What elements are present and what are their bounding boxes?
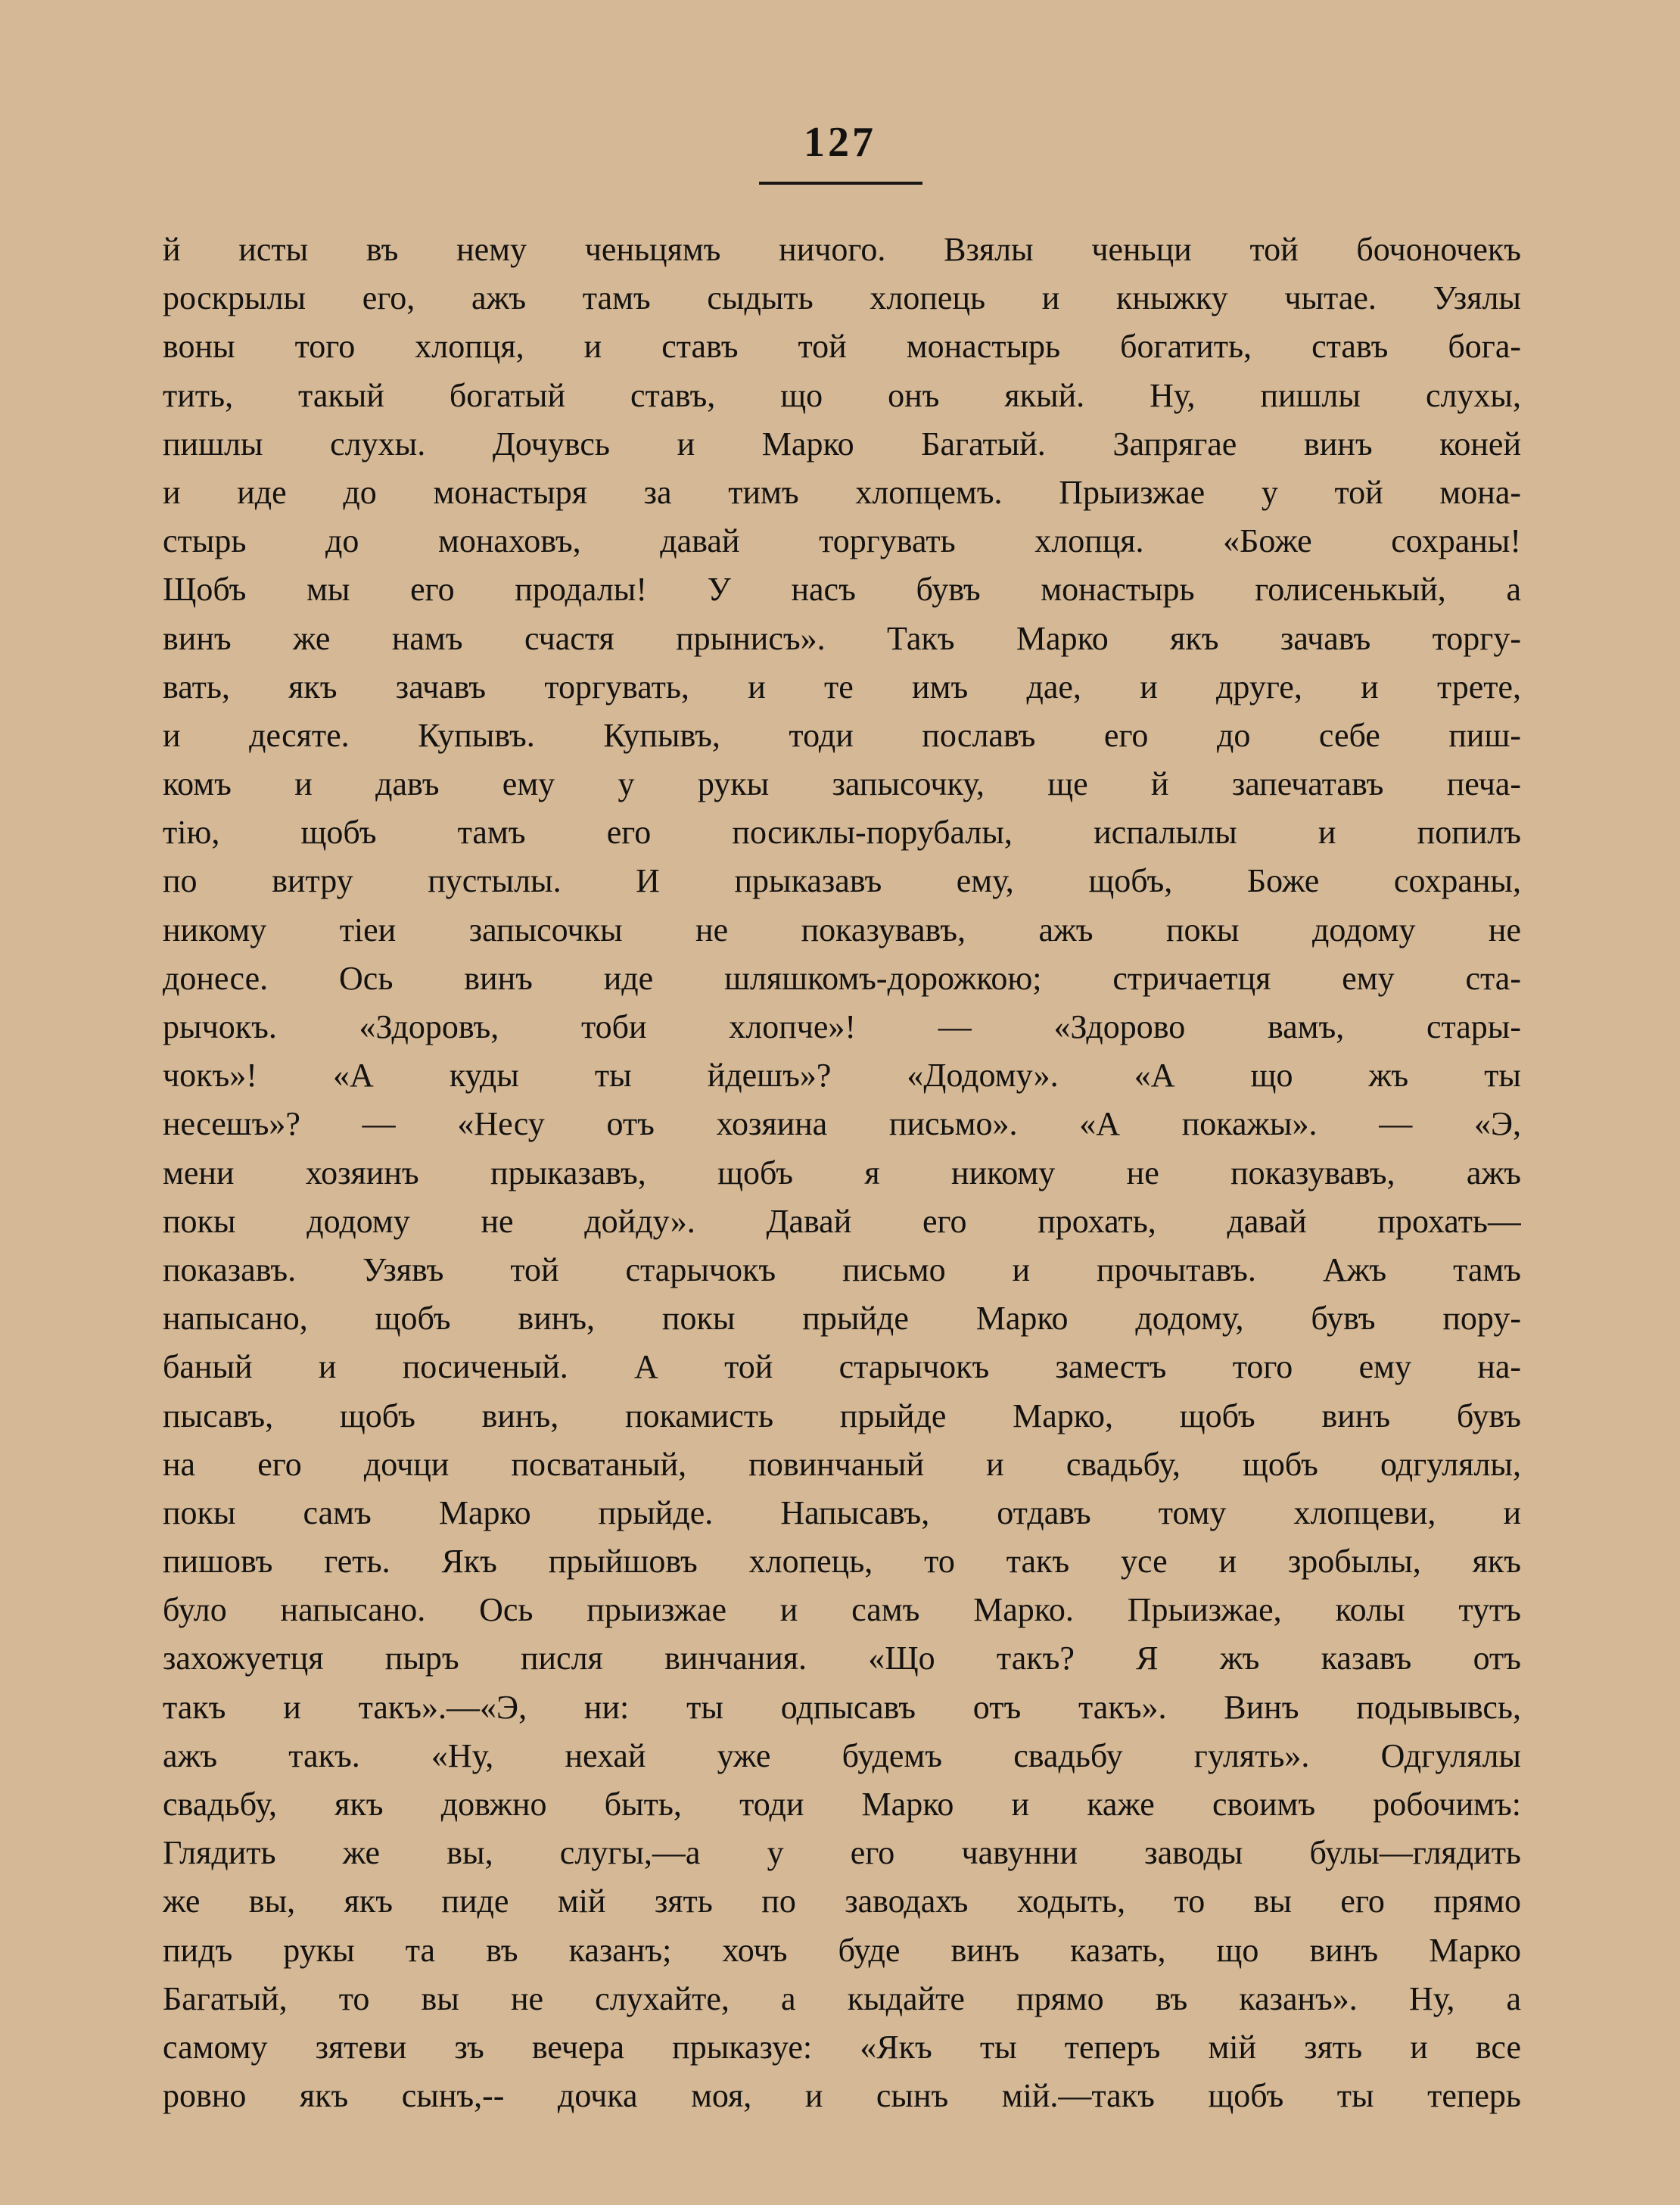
text-line: такъ и такъ».—«Э, ни: ты одпысавъ отъ такъ». Винъ подывывсь, bbox=[163, 1688, 1521, 1726]
text-line: же вы, якъ пиде мій зять по заводахъ ходыть, то вы его прямо bbox=[163, 1883, 1521, 1920]
text-line: винъ же намъ счастя прынисъ». Такъ Марко якъ зачавъ торгу- bbox=[163, 619, 1521, 657]
text-line: и иде до монастыря за тимъ хлопцемъ. Прыизжае у той мона- bbox=[163, 473, 1521, 511]
text-line: тію, щобъ тамъ его посиклы-порубалы, испалылы и попилъ bbox=[163, 814, 1521, 852]
text-line: чокъ»! «А куды ты йдешъ»? «Додому». «А що жъ ты bbox=[163, 1057, 1521, 1095]
text-line: ажъ такъ. «Ну, нехай уже будемъ свадьбу гулять». Одгулялы bbox=[163, 1736, 1521, 1774]
text-line: покы самъ Марко прыйде. Напысавъ, отдавъ тому хлопцеви, и bbox=[163, 1493, 1521, 1531]
text-line: донесе. Ось винъ иде шляшкомъ-дорожкою; стричаетця ему ста- bbox=[163, 959, 1521, 997]
header-rule bbox=[759, 182, 922, 185]
text-line: пидъ рукы та въ казанъ; хочъ буде винъ казать, що винъ Марко bbox=[163, 1931, 1521, 1969]
text-line: на его дочци посватаный, повинчаный и свадьбу, щобъ одгулялы, bbox=[163, 1445, 1521, 1483]
text-line: никому тіеи запысочкы не показувавъ, ажъ покы додому не bbox=[163, 911, 1521, 948]
text-line: воны того хлопця, и ставъ той монастырь богатить, ставъ бога- bbox=[163, 328, 1521, 366]
text-line: тить, такый богатый ставъ, що онъ якый. Ну, пишлы слухы, bbox=[163, 376, 1521, 414]
text-line: ровно якъ сынъ,-- дочка моя, и сынъ мій.—такъ щобъ ты теперь bbox=[163, 2077, 1521, 2115]
text-line: и десяте. Купывъ. Купывъ, тоди пославъ его до себе пиш- bbox=[163, 716, 1521, 754]
text-line: покы додому не дойду». Давай его прохать, давай прохать— bbox=[163, 1202, 1521, 1240]
text-line: комъ и давъ ему у рукы запысочку, ще й запечатавъ печа- bbox=[163, 765, 1521, 803]
text-line: мени хозяинъ прыказавъ, щобъ я никому не показувавъ, ажъ bbox=[163, 1154, 1521, 1191]
text-line: напысано, щобъ винъ, покы прыйде Марко додому, бувъ пору- bbox=[163, 1300, 1521, 1338]
text-line: пысавъ, щобъ винъ, покамисть прыйде Марко, щобъ винъ бувъ bbox=[163, 1397, 1521, 1434]
text-line: рычокъ. «Здоровъ, тоби хлопче»! — «Здорово вамъ, стары- bbox=[163, 1008, 1521, 1045]
text-line: було напысано. Ось прыизжае и самъ Марко. Прыизжае, колы тутъ bbox=[163, 1591, 1521, 1629]
page-number: 127 bbox=[804, 119, 876, 166]
text-line: роскрылы его, ажъ тамъ сыдыть хлопець и кныжку чытае. Узялы bbox=[163, 279, 1521, 317]
text-line: Глядить же вы, слугы,—а у его чавунни заводы булы—глядить bbox=[163, 1834, 1521, 1872]
text-line: пишлы слухы. Дочувсь и Марко Багатый. Запрягае винъ коней bbox=[163, 425, 1521, 462]
text-line: самому зятеви зъ вечера прыказуе: «Якъ ты теперъ мій зять и все bbox=[163, 2028, 1521, 2066]
text-line: й исты въ нему ченьцямъ ничого. Взялы ченьци той бочоночекъ bbox=[163, 231, 1521, 268]
text-line: по витру пустылы. И прыказавъ ему, щобъ, Боже сохраны, bbox=[163, 862, 1521, 900]
text-line: пишовъ геть. Якъ прыйшовъ хлопець, то такъ усе и зробылы, якъ bbox=[163, 1543, 1521, 1581]
text-line: стырь до монаховъ, давай торгувать хлопця. «Боже сохраны! bbox=[163, 522, 1521, 560]
text-line: несешъ»? — «Несу отъ хозяина письмо». «А покажы». — «Э, bbox=[163, 1105, 1521, 1143]
text-line: баный и посиченый. А той старычокъ заместъ того ему на- bbox=[163, 1348, 1521, 1386]
text-line: захожуетця пыръ писля винчания. «Що такъ? Я жъ казавъ отъ bbox=[163, 1640, 1521, 1677]
text-line: вать, якъ зачавъ торгувать, и те имъ дае, и друге, и трете, bbox=[163, 668, 1521, 705]
text-line: Багатый, то вы не слухайте, а кыдайте прямо въ казанъ». Ну, а bbox=[163, 1979, 1521, 2017]
text-line: Щобъ мы его продалы! У насъ бувъ монастырь голисенькый, а bbox=[163, 571, 1521, 609]
text-line: показавъ. Узявъ той старычокъ письмо и прочытавъ. Ажъ тамъ bbox=[163, 1250, 1521, 1288]
text-block bbox=[163, 226, 1521, 2120]
text-line: свадьбу, якъ довжно быть, тоди Марко и каже своимъ робочимъ: bbox=[163, 1786, 1521, 1823]
